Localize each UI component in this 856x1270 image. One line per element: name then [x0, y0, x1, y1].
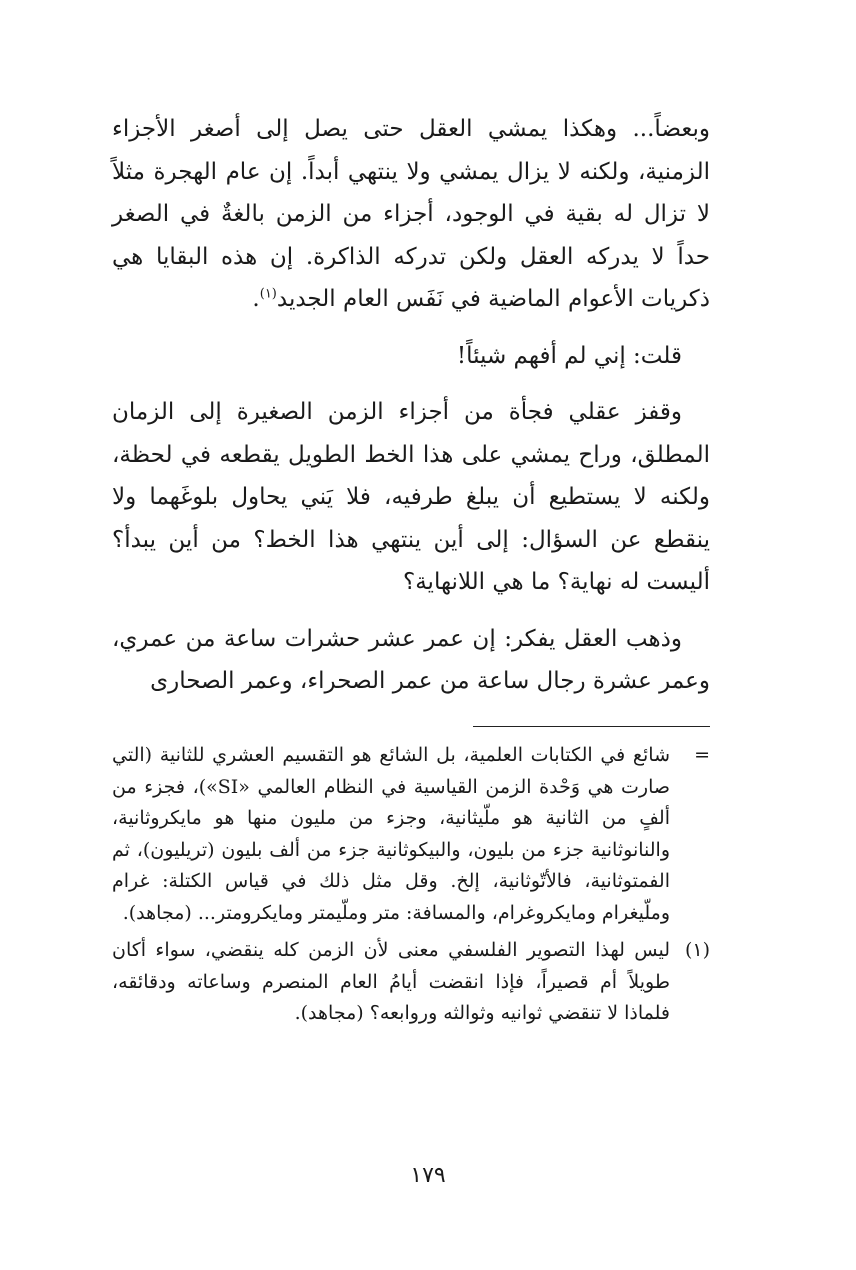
footnote-1-text: ليس لهذا التصوير الفلسفي معنى لأن الزمن كله ينقضي، سواء أكان طويلاً أم قصيراً، فإذا انقضت أيامُ العام المنصرم وساعاته ودقائقه، فلماذا لا تنقضي ثوانيه وثوالثه وروابعه؟ (مجاهد). [112, 939, 670, 1024]
body-text [112, 108, 710, 717]
paragraph-4: وذهب العقل يفكر: إن عمر عشر حشرات ساعة من عمري، وعمر عشرة رجال ساعة من عمر الصحراء، وعمر الصحارى [112, 625, 710, 694]
footnote-1 [112, 935, 710, 1030]
paragraph-1 [112, 108, 710, 321]
footnote-reference-1[interactable]: (١) [259, 286, 277, 302]
paragraph-1-text: وبعضاً... وهكذا يمشي العقل حتى يصل إلى أصغر الأجزاء الزمنية، ولكنه لا يزال يمشي ولا ينتهي أبداً. إن عام الهجرة مثلاً لا تزال له بقية في الوجود، أجزاء من الزمن بالغةٌ في الصغر حداً لا يدركه العقل ولكن تدركه الذاكرة. إن هذه البقايا هي ذكريات الأعوام الماضية في نَفَس العام الجديد [112, 116, 710, 312]
paragraph-2: قلت: إني لم أفهم شيئاً! [456, 342, 682, 369]
footnote-1-marker: (١) [684, 939, 710, 961]
paragraph-1-end: . [252, 286, 260, 312]
footnotes-section [112, 740, 710, 1036]
footnote-divider [473, 726, 710, 727]
footnote-continued-text: شائع في الكتابات العلمية، بل الشائع هو التقسيم العشري للثانية (التي صارت هي وَحْدة الزمن القياسية في النظام العالمي «SI»)، فجزء من ألفٍ من الثانية هو ملّيثانية، وجزء من مليون منها هو مايكروثانية، والنانوثانية جزء من بليون، والبيكوثانية جزء من ألف بليون (تريليون)، ثم الفمتوثانية، فالأتّوثانية، إلخ. وقل مثل ذلك في قياس الكتلة: غرام وملّيغرام ومايكروغرام، والمسافة: متر وملّيمتر ومايكرومتر... (مجاهد). [112, 744, 670, 924]
paragraph-3: وقفز عقلي فجأة من أجزاء الزمن الصغيرة إلى الزمان المطلق، وراح يمشي على هذا الخط الطويل يقطعه في لحظة، ولكنه لا يستطيع أن يبلغ طرفيه، فلا يَني يحاول بلوغَهما ولا ينقطع عن السؤال: إلى أين ينتهي هذا الخط؟ من أين يبدأ؟ أليست له نهاية؟ ما هي اللانهاية؟ [112, 399, 710, 595]
footnote-continued [112, 740, 710, 929]
page-number: ١٧٩ [410, 1163, 446, 1188]
footnote-continuation-marker: = [694, 744, 710, 766]
